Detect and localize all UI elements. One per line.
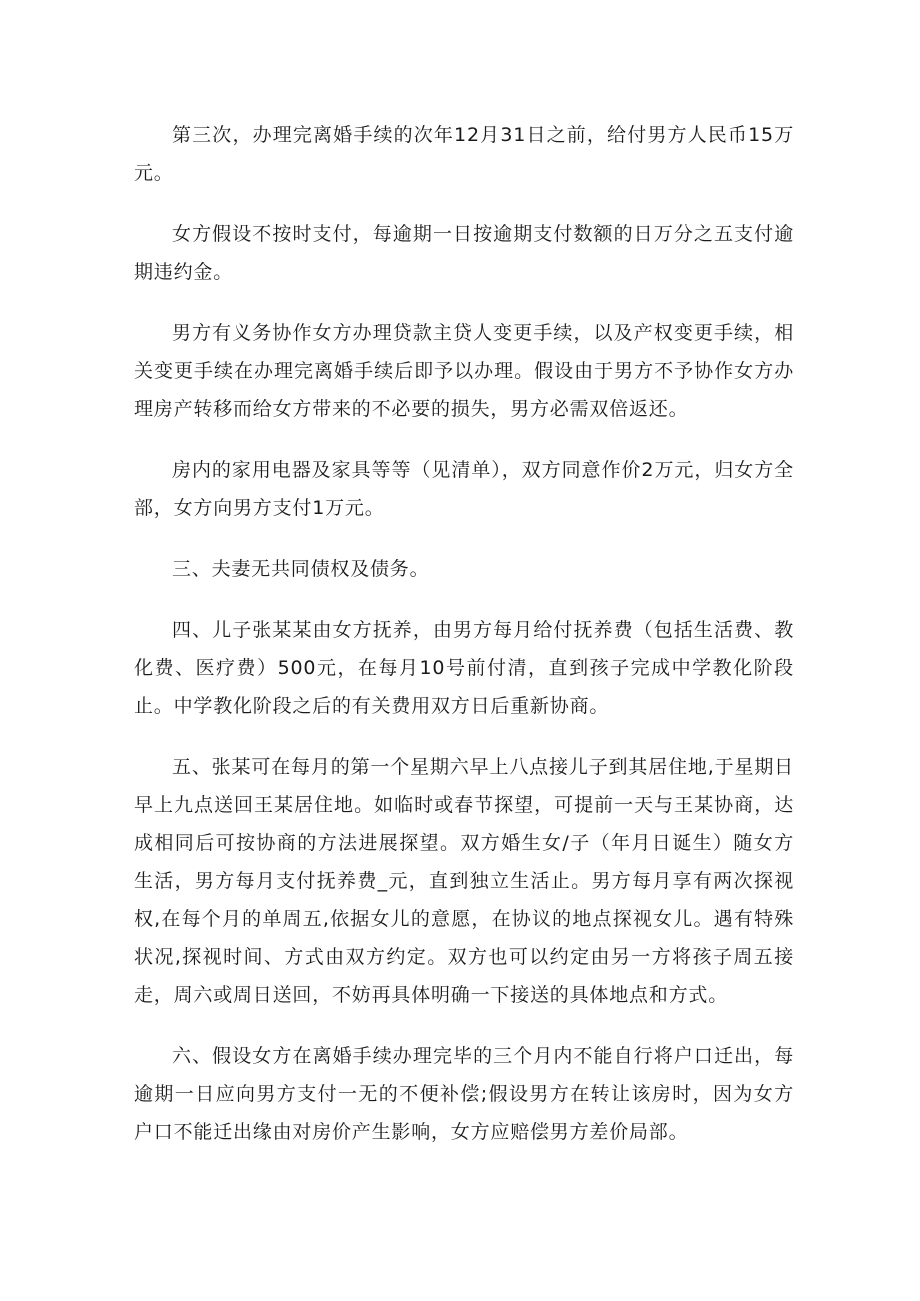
paragraph-child-support: 四、儿子张某某由女方抚养，由男方每月给付抚养费（包括生活费、教化费、医疗费）500元，在每月10号前付清，直到孩子完成中学教化阶段止。中学教化阶段之后的有关费用双方日后重新协商。 bbox=[134, 619, 794, 717]
paragraph-visitation: 五、张某可在每月的第一个星期六早上八点接儿子到其居住地,于星期日早上九点送回王某居住地。如临时或春节探望，可提前一天与王某协商，达成相同后可按协商的方法进展探望。双方婚生女/子（年月日诞生）随女方生活，男方每月支付抚养费_元，直到独立生活止。男方每月享有两次探视权,在每个月的单周五,依据女儿的意愿，在协议的地点探视女儿。遇有特殊状况,探视时间、方式由双方约定。双方也可以约定由另一方将孩子周五接走，周六或周日送回，不妨再具体明确一下接送的具体地点和方式。 bbox=[134, 756, 794, 1006]
paragraph-appliances: 房内的家用电器及家具等等（见清单），双方同意作价2万元，归女方全部，女方向男方支付1万元。 bbox=[134, 459, 794, 519]
paragraph-installment-3: 第三次，办理完离婚手续的次年12月31日之前，给付男方人民币15万元。 bbox=[134, 124, 794, 184]
document-body bbox=[134, 116, 794, 1174]
paragraph-debts: 三、夫妻无共同债权及债务。 bbox=[172, 558, 430, 580]
paragraph-late-penalty: 女方假设不按时支付，每逾期一日按逾期支付数额的日万分之五支付逾期违约金。 bbox=[134, 223, 794, 283]
paragraph-household-registration: 六、假设女方在离婚手续办理完毕的三个月内不能自行将户口迁出，每逾期一日应向男方支付一无的不便补偿;假设男方在转让该房时，因为女方户口不能迁出缘由对房价产生影响，女方应赔偿男方差价局部。 bbox=[134, 1045, 794, 1143]
paragraph-loan-transfer: 男方有义务协作女方办理贷款主贷人变更手续，以及产权变更手续，相关变更手续在办理完离婚手续后即予以办理。假设由于男方不予协作女方办理房产转移而给女方带来的不必要的损失，男方必需双倍返还。 bbox=[134, 322, 794, 420]
